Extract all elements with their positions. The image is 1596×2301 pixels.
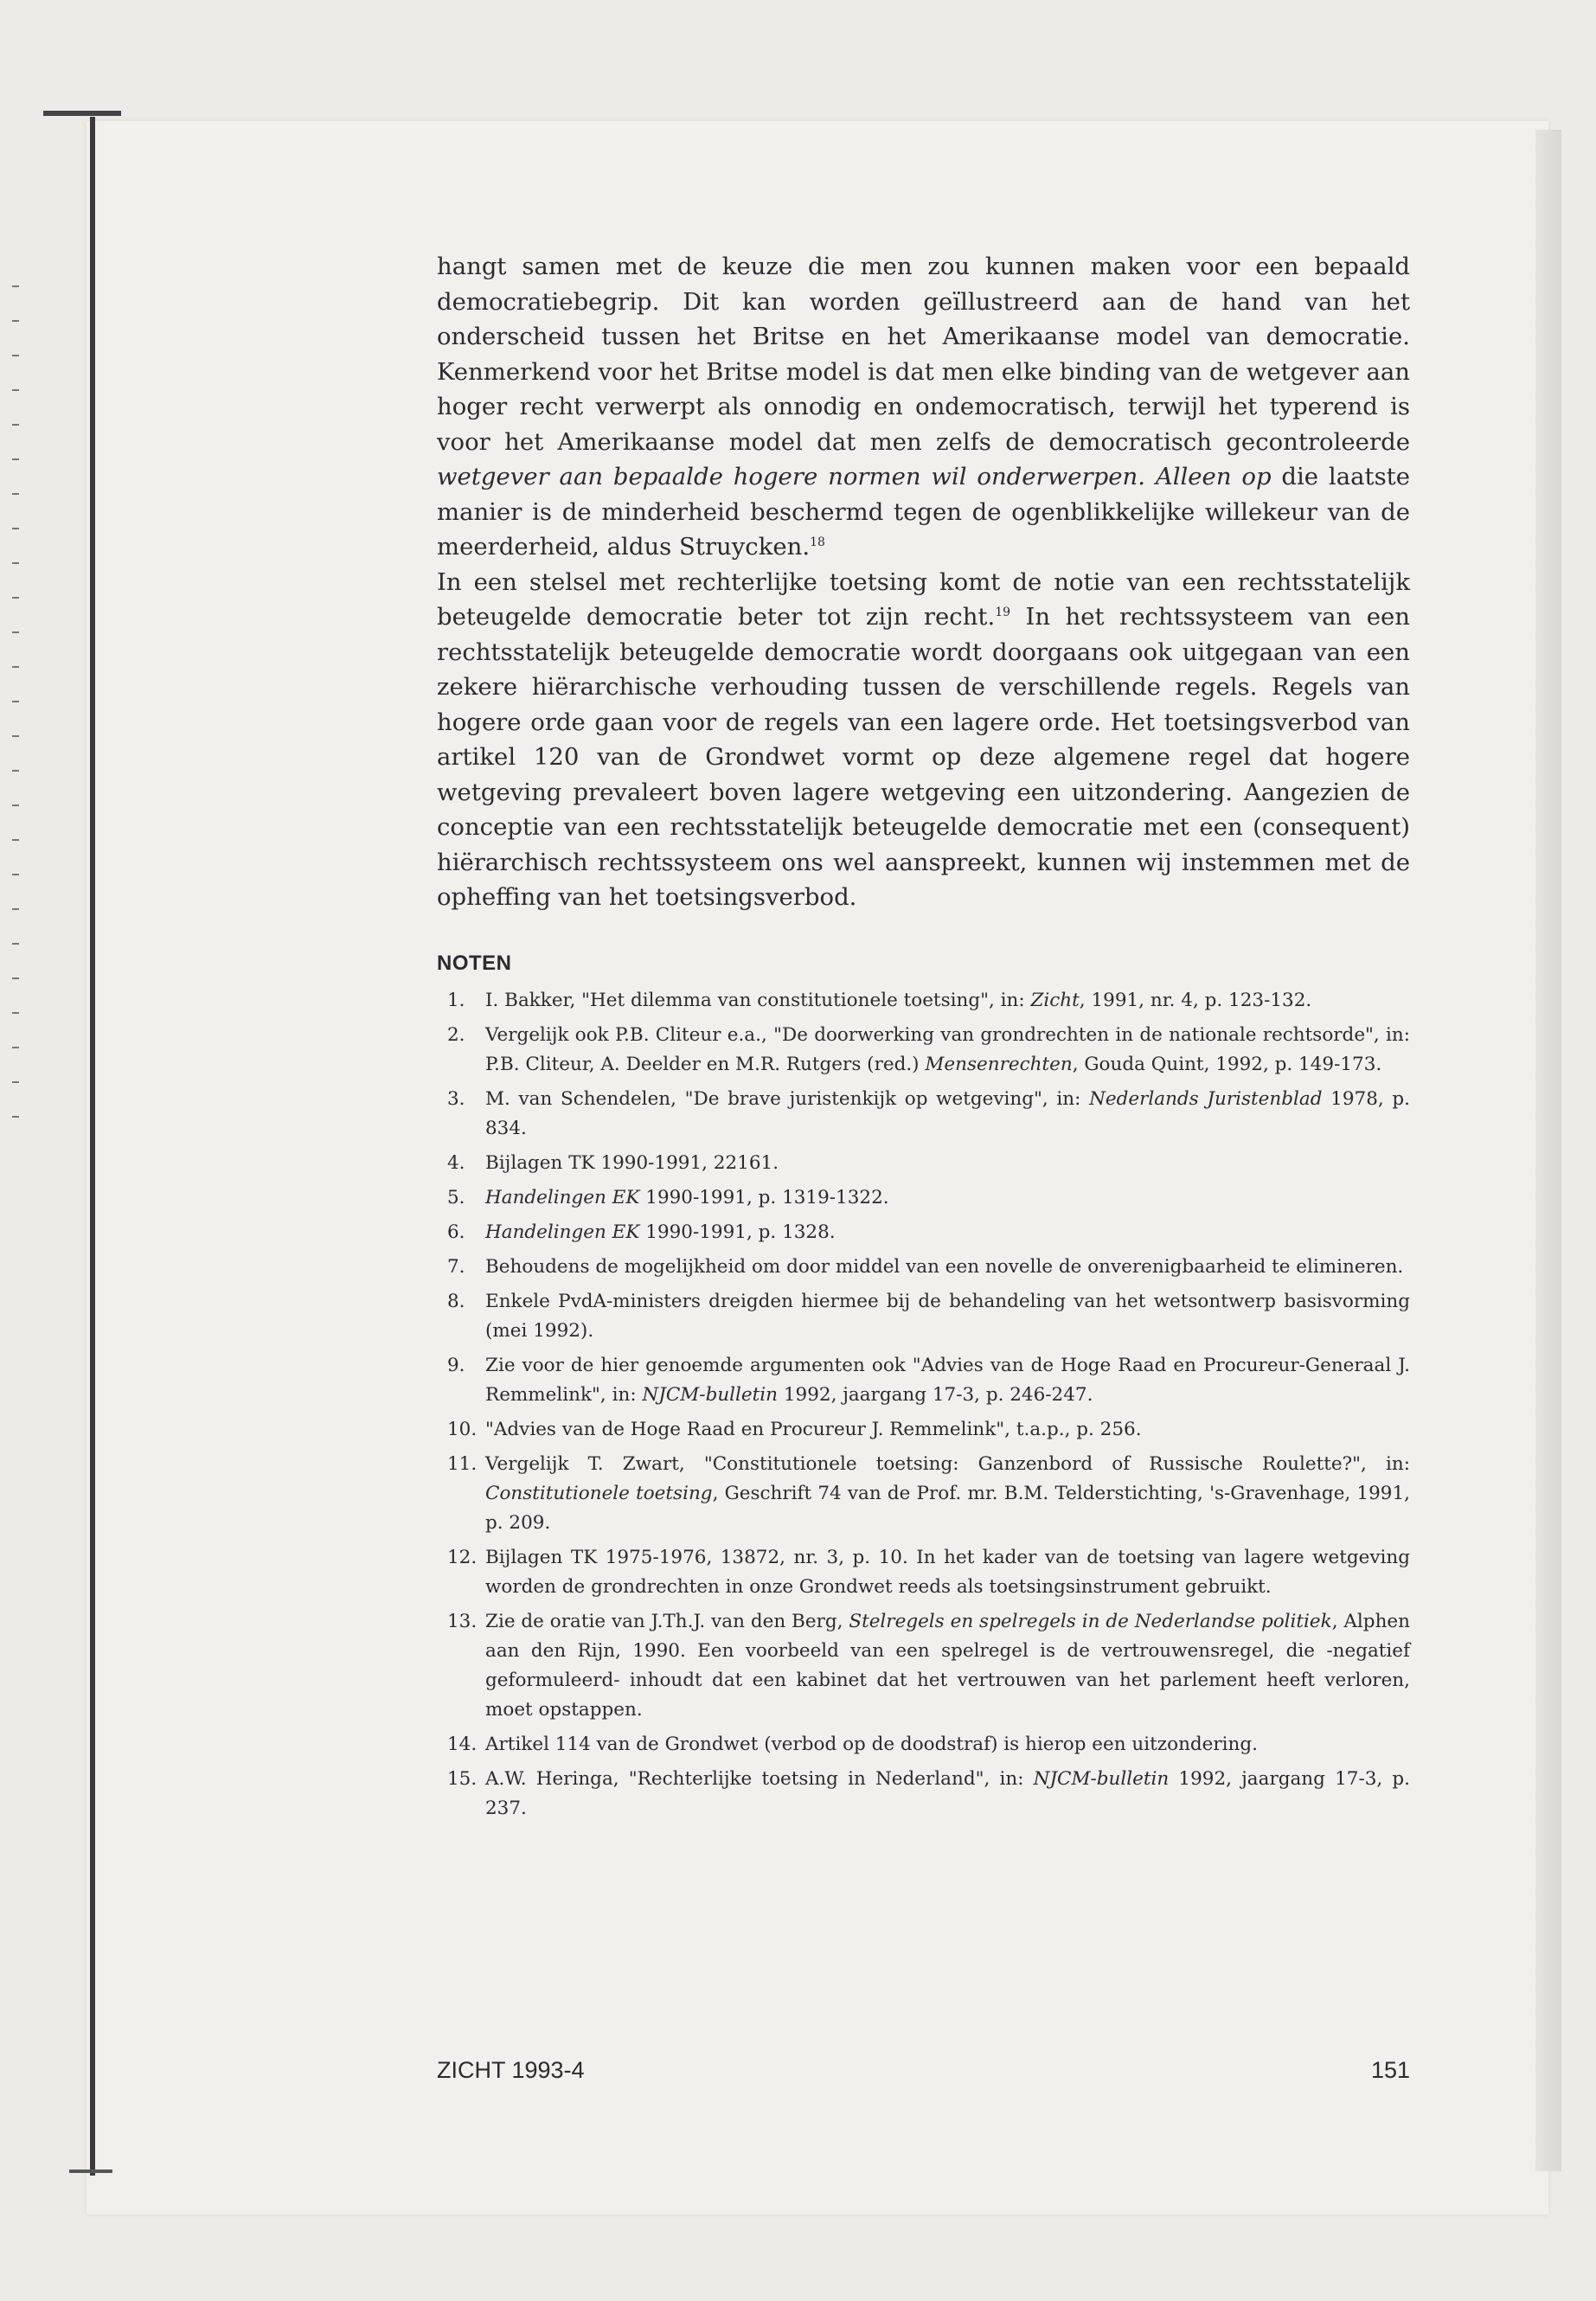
note-item: 5. Handelingen EK 1990-1991, p. 1319-1322. bbox=[447, 1186, 889, 1208]
binding-bottom-mark bbox=[69, 2170, 112, 2173]
footnote-ref-18[interactable]: 18 bbox=[810, 535, 825, 549]
note-item: 10. "Advies van de Hoge Raad en Procureur J. Remmelink", t.a.p., p. 256. bbox=[447, 1418, 1142, 1440]
footnote-ref-19[interactable]: 19 bbox=[995, 605, 1011, 619]
note-item: 15. A.W. Heringa, "Rechterlijke toetsing in Nederland", in: NJCM-bulletin 1992, jaargang 17-3, p. 237. bbox=[447, 1767, 1410, 1819]
note-item: 13. Zie de oratie van J.Th.J. van den Berg, Stelregels en spelregels in de Nederlandse politiek, Alphen aan den Rijn, 1990. Een voorbeeld van een spelregel is de vertrouwensregel, die -negatief geformuleerd- inhoudt dat een kabinet dat het vertrouwen van het parlement heeft verloren, moet opstappen. bbox=[447, 1610, 1410, 1721]
body-text bbox=[437, 249, 1410, 915]
note-item: 8. Enkele PvdA-ministers dreigden hiermee bij de behandeling van het wetsontwerp basisvorming (mei 1992). bbox=[447, 1290, 1410, 1342]
facing-page-edge bbox=[12, 285, 29, 1150]
book-binding bbox=[90, 117, 95, 2176]
notes-list bbox=[437, 986, 1410, 1823]
note-item: 9. Zie voor de hier genoemde argumenten ook "Advies van de Hoge Raad en Procureur-Generaal J. Remmelink", in: NJCM-bulletin 1992, jaargang 17-3, p. 246-247. bbox=[447, 1354, 1410, 1406]
paragraph-2: In een stelsel met rechterlijke toetsing komt de notie van een rechtsstatelijk beteugelde democratie beter tot zijn recht.$^{19}$ In het rechtssysteem van een rechtsstatelijk beteugelde democratie wordt doorgaans ook uitgegaan van een zekere hiërarchische verhouding tussen de verschillende regels. Regels van hogere orde gaan voor de regels van een lagere orde. Het toetsingsverbod van artikel 120 van de Grondwet vormt op deze algemene regel dat hogere wetgeving prevaleert boven lagere wetgeving een uitzondering. Aangezien de conceptie van een rechtsstatelijk beteugelde democratie met een (consequent) hiërarchisch rechtssysteem ons wel aanspreekt, kunnen wij instemmen met de opheffing van het toetsingsverbod. bbox=[437, 567, 1411, 911]
notes-heading: NOTEN bbox=[437, 951, 512, 975]
page-number: 151 bbox=[1370, 2057, 1410, 2083]
note-item: 12. Bijlagen TK 1975-1976, 13872, nr. 3, p. 10. In het kader van de toetsing van lagere wetgeving worden de grondrechten in onze Grondwet reeds als toetsingsinstrument gebruikt. bbox=[447, 1546, 1410, 1598]
journal-issue: ZICHT 1993-4 bbox=[437, 2057, 585, 2083]
page-footer bbox=[437, 2057, 1410, 2084]
binding-top-mark bbox=[43, 111, 121, 116]
main-content bbox=[437, 249, 1410, 1829]
note-item: 11. Vergelijk T. Zwart, "Constitutionele toetsing: Ganzenbord of Russische Roulette?", in: Constitutionele toetsing, Geschrift 74 van de Prof. mr. B.M. Telderstichting, 's-Gravenhage, 1991, p. 209. bbox=[447, 1452, 1410, 1534]
note-item: 1. I. Bakker, "Het dilemma van constitutionele toetsing", in: Zicht, 1991, nr. 4, p. 123-132. bbox=[447, 989, 1312, 1011]
page-edge-shadow bbox=[1535, 130, 1561, 2171]
note-item: 4. Bijlagen TK 1990-1991, 22161. bbox=[447, 1151, 779, 1174]
note-item: 14. Artikel 114 van de Grondwet (verbod op de doodstraf) is hierop een uitzondering. bbox=[447, 1733, 1258, 1755]
note-item: 6. Handelingen EK 1990-1991, p. 1328. bbox=[447, 1221, 836, 1243]
note-item: 3. M. van Schendelen, "De brave juristenkijk op wetgeving", in: Nederlands Juristenblad 1978, p. 834. bbox=[447, 1087, 1410, 1139]
note-item: 2. Vergelijk ook P.B. Cliteur e.a., "De doorwerking van grondrechten in de nationale rechtsorde", in: P.B. Cliteur, A. Deelder en M.R. Rutgers (red.) Mensenrechten, Gouda Quint, 1992, p. 149-173. bbox=[447, 1023, 1410, 1075]
note-item: 7. Behoudens de mogelijkheid om door middel van een novelle de onverenigbaarheid te elimineren. bbox=[447, 1255, 1404, 1278]
paragraph-1: hangt samen met de keuze die men zou kunnen maken voor een bepaald democratiebegrip. Dit kan worden geïllustreerd aan de hand van het onderscheid tussen het Britse en het Amerikaanse model van democratie. Kenmerkend voor het Britse model is dat men elke binding van de wetgever aan hoger recht verwerpt als onnodig en ondemocratisch, terwijl het typerend is voor het Amerikaanse model dat men zelfs de democratisch gecontroleerde wetgever aan bepaalde hogere normen wil onderwerpen. Alleen op die laatste manier is de minderheid beschermd tegen de ogenblikkelijke willekeur van de meerderheid, aldus Struycken.$^{18}$ bbox=[437, 253, 1411, 561]
